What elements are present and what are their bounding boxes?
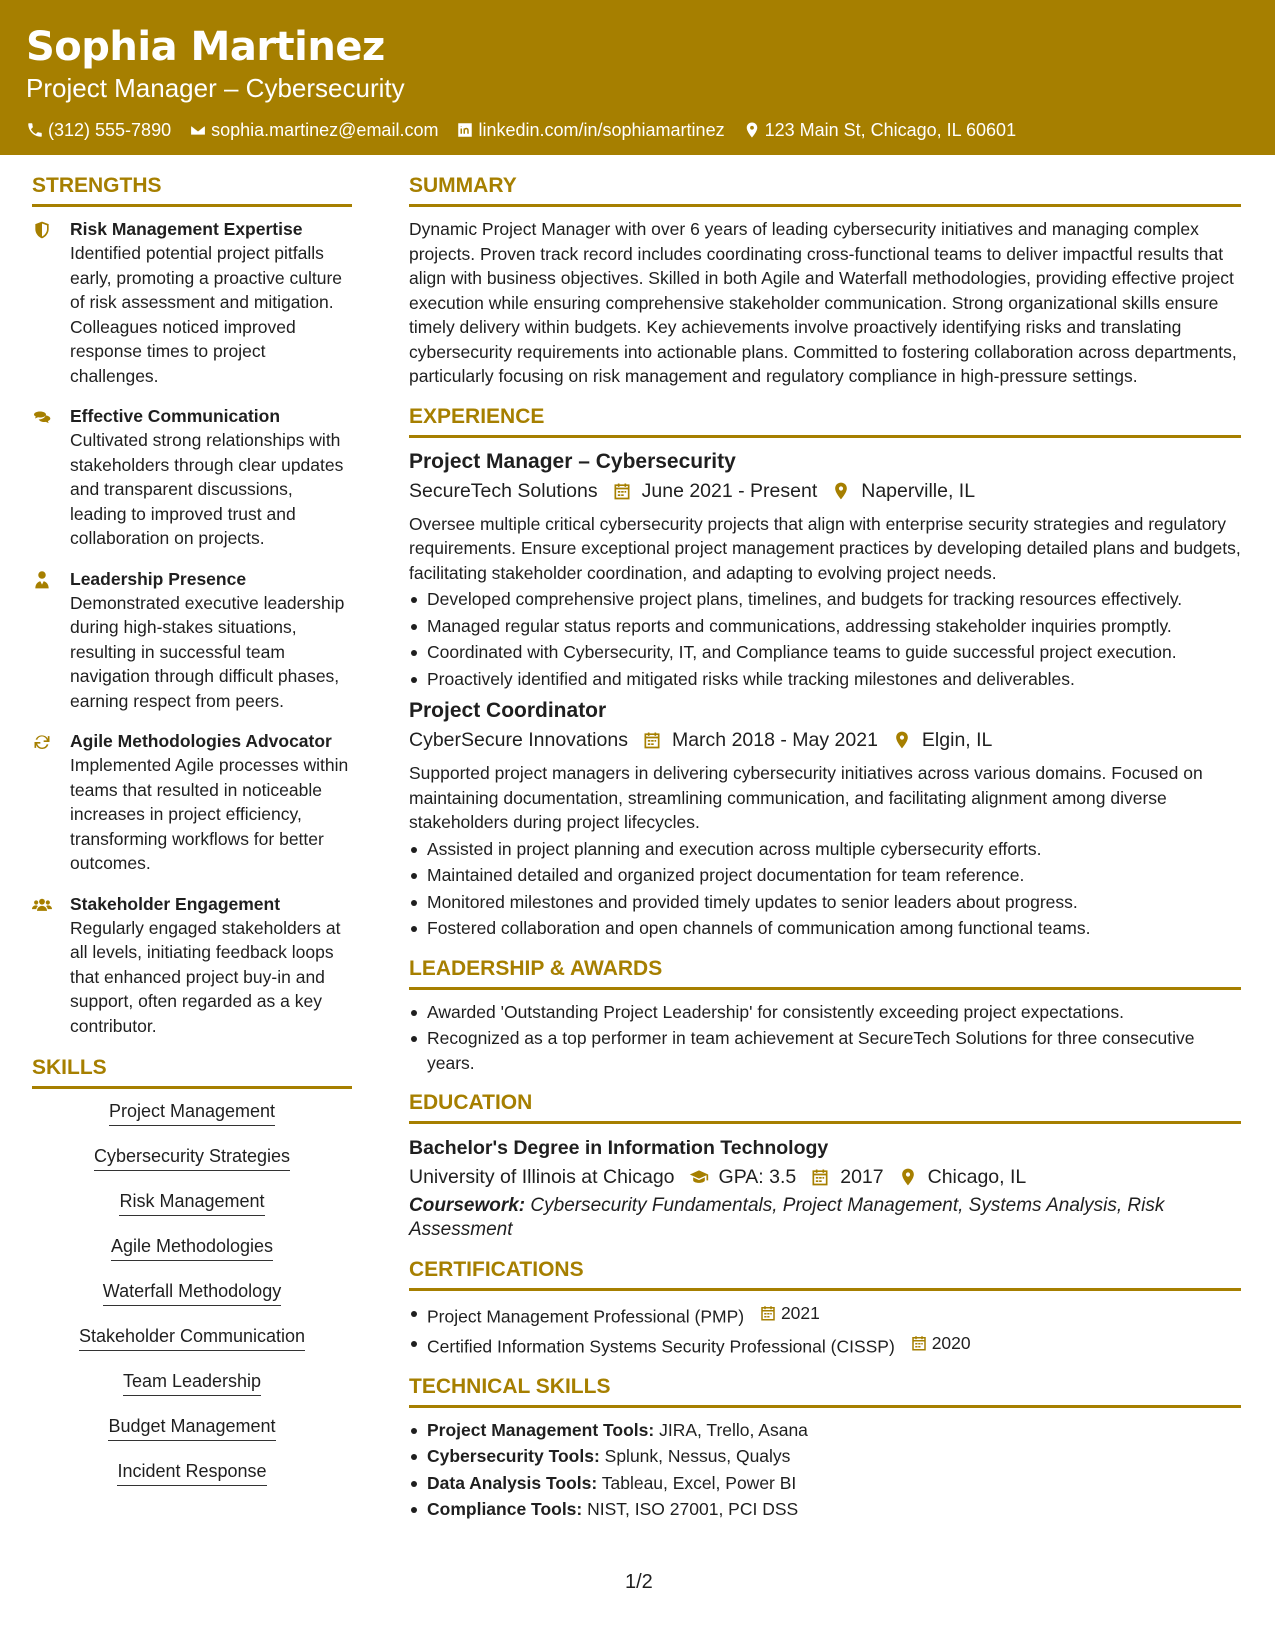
contact-bar	[26, 118, 1249, 142]
contact-phone[interactable]	[26, 118, 171, 142]
certifications-list	[409, 1301, 1241, 1359]
education-heading: EDUCATION	[409, 1089, 1241, 1124]
contact-address	[743, 118, 1017, 142]
awards-heading: LEADERSHIP & AWARDS	[409, 955, 1241, 990]
job-dates: March 2018 - May 2021	[642, 725, 878, 755]
skill-tag: Waterfall Methodology	[103, 1279, 281, 1306]
graduation-year: 2017	[810, 1162, 883, 1192]
cert-name: Project Management Professional (PMP)	[427, 1306, 745, 1327]
job-title: Project Manager – Cybersecurity	[409, 449, 736, 473]
list-item: Proactively identified and mitigated risks while tracking milestones and deliverables.	[409, 667, 1241, 692]
list-item	[409, 1301, 1241, 1329]
strength-title: Stakeholder Engagement	[70, 893, 281, 914]
skill-tag: Risk Management	[119, 1189, 264, 1216]
awards-section	[409, 955, 1241, 1076]
coursework-label: Coursework:	[409, 1195, 526, 1216]
school-location: Chicago, IL	[898, 1162, 1027, 1192]
summary-heading: SUMMARY	[409, 172, 1241, 207]
list-item: Awarded 'Outstanding Project Leadership' for consistently exceeding project expectations.	[409, 1000, 1241, 1025]
skills-heading: SKILLS	[32, 1054, 352, 1089]
contact-linkedin[interactable]	[456, 118, 724, 142]
awards-list	[409, 1000, 1241, 1076]
job-entry	[409, 448, 1241, 692]
strength-desc: Cultivated strong relationships with stakeholders through clear updates and transparent discussions, leading to improved trust and collaboration on projects.	[70, 430, 344, 548]
page-number: 1/2	[625, 1571, 653, 1593]
strength-desc: Demonstrated executive leadership during high-stakes situations, resulting in successful team navigation through difficult phases, earning respect from peers.	[70, 592, 345, 711]
technical-skills-section	[409, 1373, 1241, 1522]
address-text: 123 Main St, Chicago, IL 60601	[764, 120, 1017, 140]
calendar-icon	[642, 730, 662, 750]
list-item: Developed comprehensive project plans, timelines, and budgets for tracking resources effectively.	[409, 587, 1241, 612]
list-item	[409, 1331, 1241, 1359]
list-item: Cybersecurity Tools: Splunk, Nessus, Qualys	[409, 1444, 1241, 1469]
gpa: GPA: 3.5	[689, 1162, 797, 1192]
email-text: sophia.martinez@email.com	[211, 120, 439, 140]
certifications-heading: CERTIFICATIONS	[409, 1256, 1241, 1291]
job-location: Naperville, IL	[831, 476, 975, 506]
strengths-heading: STRENGTHS	[32, 172, 352, 207]
user-tie-icon	[32, 570, 52, 590]
education-meta	[409, 1162, 1241, 1192]
map-marker-icon	[743, 121, 761, 139]
job-entry	[409, 697, 1241, 941]
summary-section	[409, 172, 1241, 389]
summary-text: Dynamic Project Manager with over 6 years of leading cybersecurity initiatives and managing complex projects. Proven track record includes coordinating cross-functional teams to deliver impactful results that align with business objectives. Skilled in both Agile and Waterfall methodologies, providing effective project execution while ensuring comprehensive stakeholder communication. Strong organizational skills ensure timely delivery within budgets. Key achievements involve proactively identifying risks and translating cybersecurity requirements into actionable plans. Committed to fostering collaboration across departments, particularly focusing on risk management and regulatory compliance in high-pressure settings.	[409, 219, 1237, 386]
strength-desc: Identified potential project pitfalls early, promoting a proactive culture of risk assessment and mitigation. Colleagues noticed improved response times to project challenges.	[70, 243, 343, 386]
graduation-cap-icon	[689, 1167, 709, 1187]
job-bullets	[409, 837, 1241, 941]
technical-skills-list	[409, 1418, 1241, 1522]
degree-title: Bachelor's Degree in Information Technology	[409, 1137, 829, 1159]
candidate-name: Sophia Martinez	[26, 24, 385, 70]
education-section	[409, 1089, 1241, 1242]
list-item: Compliance Tools: NIST, ISO 27001, PCI DSS	[409, 1497, 1241, 1522]
calendar-icon	[810, 1167, 830, 1187]
list-item: Managed regular status reports and communications, addressing stakeholder inquiries promptly.	[409, 614, 1241, 639]
list-item: Project Management Tools: JIRA, Trello, Asana	[409, 1418, 1241, 1443]
experience-heading: EXPERIENCE	[409, 403, 1241, 438]
strength-desc: Implemented Agile processes within teams that resulted in noticeable increases in project efficiency, transforming workflows for better outcomes.	[70, 755, 349, 873]
job-description: Supported project managers in delivering cybersecurity initiatives across various domains. Focused on maintaining documentation, streamlining communication, and facilitating alignment among diverse stakeholders during project lifecycles.	[409, 763, 1203, 832]
job-dates: June 2021 - Present	[612, 476, 818, 506]
skill-tag: Stakeholder Communication	[79, 1324, 305, 1351]
list-item: Recognized as a top performer in team achievement at SecureTech Solutions for three consecutive years.	[409, 1026, 1241, 1075]
right-column	[409, 172, 1241, 1536]
job-company: CyberSecure Innovations	[409, 729, 628, 751]
candidate-title: Project Manager – Cybersecurity	[26, 73, 405, 103]
list-item: Fostered collaboration and open channels of communication among functional teams.	[409, 916, 1241, 941]
job-title: Project Coordinator	[409, 699, 607, 722]
list-item: Coordinated with Cybersecurity, IT, and Compliance teams to guide successful project execution.	[409, 640, 1241, 665]
map-marker-icon	[831, 481, 851, 501]
coursework-list: Cybersecurity Fundamentals, Project Management, Systems Analysis, Risk Assessment	[409, 1195, 1165, 1240]
linkedin-icon	[456, 121, 474, 139]
job-description: Oversee multiple critical cybersecurity projects that align with enterprise security strategies and regulatory requirements. Ensure exceptional project management practices by developing detailed plans and budgets, facilitating stakeholder coordination, and adapting to evolving project needs.	[409, 513, 1241, 583]
cert-name: Certified Information Systems Security Professional (CISSP)	[427, 1336, 895, 1356]
comments-icon	[32, 407, 52, 427]
list-item: Monitored milestones and provided timely updates to senior leaders about progress.	[409, 890, 1241, 915]
strength-item	[32, 217, 352, 388]
linkedin-text: linkedin.com/in/sophiamartinez	[478, 120, 725, 140]
strength-title: Leadership Presence	[70, 568, 247, 589]
resume-header	[0, 0, 1275, 155]
strength-item	[32, 567, 352, 714]
skill-tag: Agile Methodologies	[111, 1234, 273, 1261]
phone-text: (312) 555-7890	[48, 120, 172, 140]
strength-title: Effective Communication	[70, 406, 281, 426]
skill-tag: Budget Management	[108, 1414, 275, 1441]
cert-year: 2020	[910, 1331, 971, 1356]
strength-title: Risk Management Expertise	[70, 219, 303, 239]
technical-skills-heading: TECHNICAL SKILLS	[409, 1373, 1241, 1408]
job-meta	[409, 476, 1241, 506]
sync-icon	[32, 732, 52, 752]
skill-tag: Cybersecurity Strategies	[94, 1144, 290, 1171]
contact-email[interactable]	[189, 118, 438, 142]
list-item: Maintained detailed and organized project documentation for team reference.	[409, 863, 1241, 888]
strength-desc: Regularly engaged stakeholders at all levels, initiating feedback loops that enhanced project buy-in and support, often regarded as a key contributor.	[70, 917, 341, 1036]
skill-tag: Team Leadership	[123, 1369, 261, 1396]
left-column	[32, 172, 352, 1504]
users-icon	[32, 895, 52, 915]
job-bullets	[409, 587, 1241, 691]
job-company: SecureTech Solutions	[409, 479, 598, 502]
strength-title: Agile Methodologies Advocator	[70, 731, 332, 751]
skill-tag: Project Management	[109, 1099, 275, 1126]
list-item: Assisted in project planning and execution across multiple cybersecurity efforts.	[409, 837, 1241, 862]
certifications-section	[409, 1256, 1241, 1359]
job-meta	[409, 725, 1241, 755]
map-marker-icon	[898, 1167, 918, 1187]
experience-section	[409, 403, 1241, 941]
calendar-icon	[759, 1304, 777, 1322]
phone-icon	[26, 121, 44, 139]
list-item: Data Analysis Tools: Tableau, Excel, Power BI	[409, 1471, 1241, 1496]
skill-tag: Incident Response	[117, 1459, 266, 1486]
coursework	[409, 1194, 1241, 1242]
strength-item	[32, 892, 352, 1039]
school-name: University of Illinois at Chicago	[409, 1166, 675, 1188]
skills-list	[32, 1099, 352, 1504]
shield-icon	[32, 220, 52, 240]
calendar-icon	[612, 481, 632, 501]
calendar-icon	[910, 1334, 928, 1352]
envelope-icon	[189, 121, 207, 139]
strength-item	[32, 729, 352, 876]
cert-year: 2021	[759, 1301, 820, 1326]
map-marker-icon	[892, 730, 912, 750]
strength-item	[32, 404, 352, 551]
job-location: Elgin, IL	[892, 725, 992, 755]
